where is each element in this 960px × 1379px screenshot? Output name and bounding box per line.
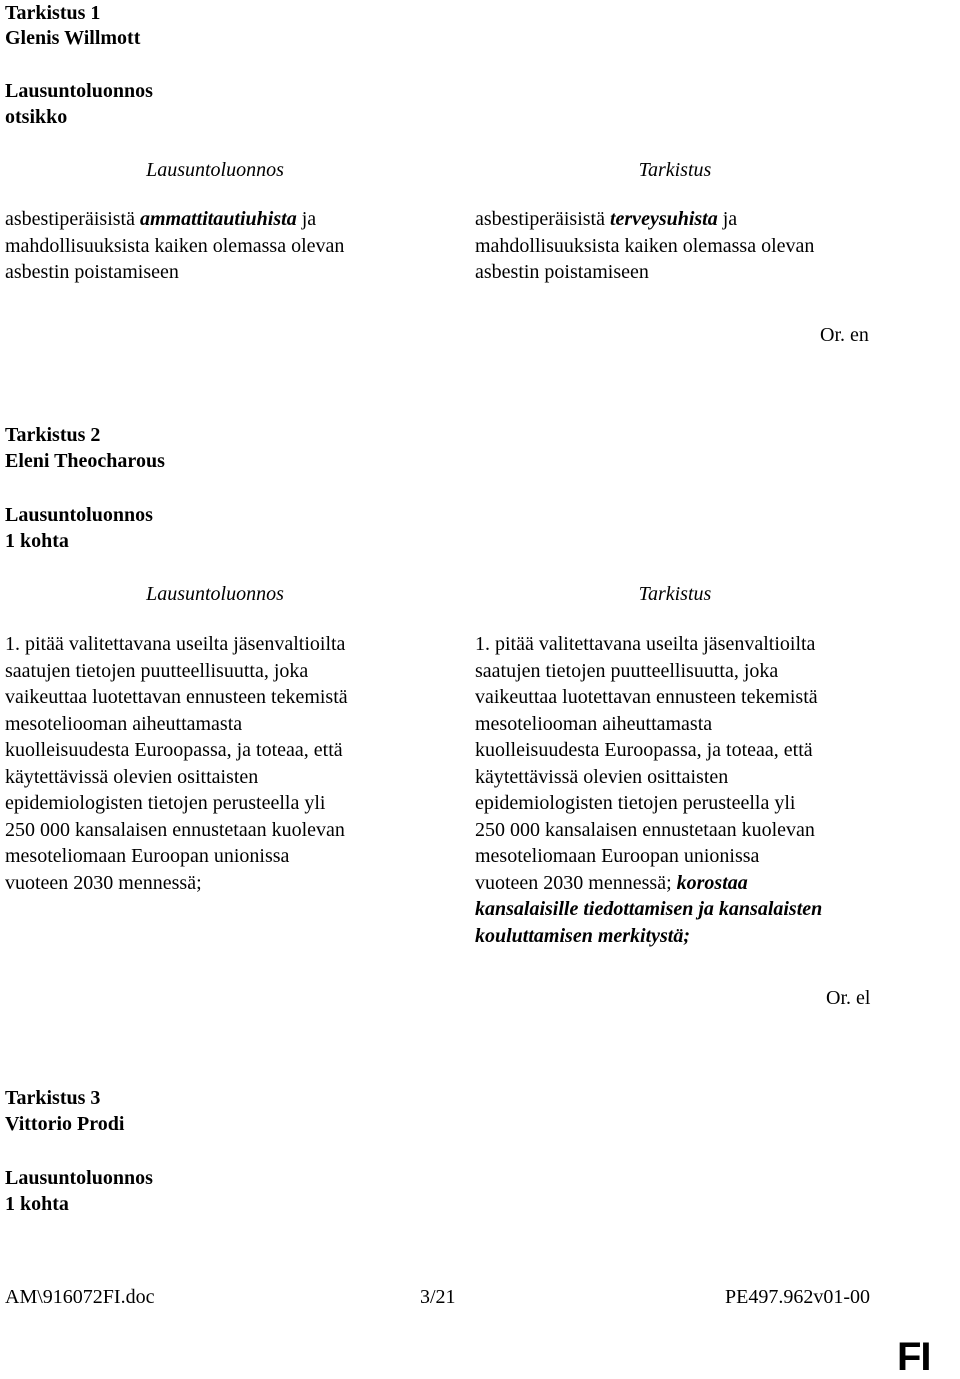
text-line	[475, 684, 905, 711]
amendment-3-target-sub: 1 kohta	[5, 1193, 69, 1215]
amendment-1-target-label: Lausuntoluonnos	[5, 80, 153, 102]
text-segment: saatujen tietojen puutteellisuutta, joka	[475, 659, 779, 682]
text-line	[5, 764, 425, 791]
amendment-2-original-language: Or. el	[826, 987, 871, 1009]
amendment-1-header: Tarkistus 1	[5, 2, 101, 24]
amendment-1-original-language: Or. en	[820, 324, 869, 346]
emphasized-text-segment: kansalaisille tiedottamisen ja kansalaisten	[475, 898, 823, 920]
text-segment: asbestin poistamiseen	[5, 261, 179, 283]
text-line	[475, 737, 905, 764]
amendment-2-right-text	[475, 631, 905, 949]
text-segment: mesoteliooman aiheuttamasta	[5, 712, 243, 735]
amendment-1-author: Glenis Willmott	[5, 27, 141, 49]
footer-doc-ref: AM\916072FI.doc	[5, 1286, 155, 1308]
text-line	[5, 658, 425, 685]
footer-page-number: 3/21	[420, 1286, 456, 1308]
text-line	[475, 870, 905, 897]
emphasized-text-segment: ammattitautiuhista	[139, 208, 297, 230]
text-line	[475, 711, 905, 738]
text-line	[475, 259, 905, 286]
amendment-1-left-heading: Lausuntoluonnos	[146, 159, 284, 181]
text-line	[475, 233, 905, 260]
text-segment: vaikeuttaa luotettavan ennusteen tekemistä	[475, 686, 818, 708]
text-segment: saatujen tietojen puutteellisuutta, joka	[5, 659, 309, 682]
text-segment: mahdollisuuksista kaiken olemassa olevan	[475, 234, 815, 257]
text-segment: asbestiperäisistä	[5, 208, 140, 230]
text-line	[475, 658, 905, 685]
text-segment: 1. pitää valitettavana useilta jäsenvaltioilta	[5, 633, 346, 655]
emphasized-text-segment: korostaa	[676, 871, 748, 894]
text-line	[475, 923, 905, 950]
emphasized-text-segment: terveysuhista	[609, 208, 718, 230]
text-segment: asbestin poistamiseen	[475, 261, 649, 283]
amendment-1-left-text	[5, 206, 425, 286]
amendment-3-header: Tarkistus 3	[5, 1087, 101, 1109]
text-line	[475, 206, 905, 233]
emphasized-text-segment: kouluttamisen merkitystä;	[475, 924, 691, 947]
text-segment: käytettävissä olevien osittaisten	[5, 765, 259, 788]
amendment-1-right-heading: Tarkistus	[638, 159, 712, 181]
text-segment: käytettävissä olevien osittaisten	[475, 765, 729, 788]
text-line	[5, 259, 425, 286]
text-line	[475, 843, 905, 870]
amendment-3-target-label: Lausuntoluonnos	[5, 1167, 153, 1189]
text-line	[5, 206, 425, 233]
text-segment: vuoteen 2030 mennessä;	[5, 871, 202, 894]
text-segment: kuolleisuudesta Euroopassa, ja toteaa, että	[475, 739, 813, 761]
text-line	[5, 817, 425, 844]
footer-pe-ref: PE497.962v01-00	[725, 1286, 870, 1308]
text-segment: epidemiologisten tietojen perusteella yli	[5, 792, 326, 814]
text-segment: kuolleisuudesta Euroopassa, ja toteaa, että	[5, 739, 343, 761]
amendment-1-right-text	[475, 206, 905, 286]
text-line	[475, 896, 905, 923]
text-line	[475, 631, 905, 658]
amendment-2-target-label: Lausuntoluonnos	[5, 504, 153, 526]
text-line	[5, 790, 425, 817]
amendment-2-left-heading: Lausuntoluonnos	[146, 583, 284, 605]
text-line	[475, 764, 905, 791]
text-segment: mahdollisuuksista kaiken olemassa olevan	[5, 234, 345, 257]
amendment-2-header: Tarkistus 2	[5, 424, 101, 446]
text-segment: vaikeuttaa luotettavan ennusteen tekemistä	[5, 686, 348, 708]
text-line	[5, 684, 425, 711]
amendment-3-author: Vittorio Prodi	[5, 1113, 125, 1135]
text-line	[475, 817, 905, 844]
amendment-2-left-text	[5, 631, 425, 896]
text-line	[5, 631, 425, 658]
amendment-2-target-sub: 1 kohta	[5, 530, 69, 552]
amendment-2-author: Eleni Theocharous	[5, 450, 165, 472]
text-segment: ja	[296, 208, 317, 230]
text-segment: vuoteen 2030 mennessä;	[475, 871, 677, 894]
text-segment: mesoteliomaan Euroopan unionissa	[5, 845, 290, 867]
footer-language-mark: FI	[897, 1335, 931, 1379]
text-line	[5, 711, 425, 738]
text-line	[5, 870, 425, 897]
text-segment: 1. pitää valitettavana useilta jäsenvaltioilta	[475, 633, 816, 655]
text-line	[5, 233, 425, 260]
text-segment: 250 000 kansalaisen ennustetaan kuolevan	[5, 818, 345, 841]
text-segment: 250 000 kansalaisen ennustetaan kuolevan	[475, 818, 815, 841]
text-line	[5, 737, 425, 764]
text-segment: asbestiperäisistä	[475, 208, 610, 230]
text-line	[5, 843, 425, 870]
text-segment: mesoteliooman aiheuttamasta	[475, 712, 713, 735]
text-segment: epidemiologisten tietojen perusteella yli	[475, 792, 796, 814]
amendment-1-target-sub: otsikko	[5, 106, 68, 128]
text-segment: ja	[717, 208, 738, 230]
text-segment: mesoteliomaan Euroopan unionissa	[475, 845, 760, 867]
text-line	[475, 790, 905, 817]
amendment-2-right-heading: Tarkistus	[638, 583, 712, 605]
